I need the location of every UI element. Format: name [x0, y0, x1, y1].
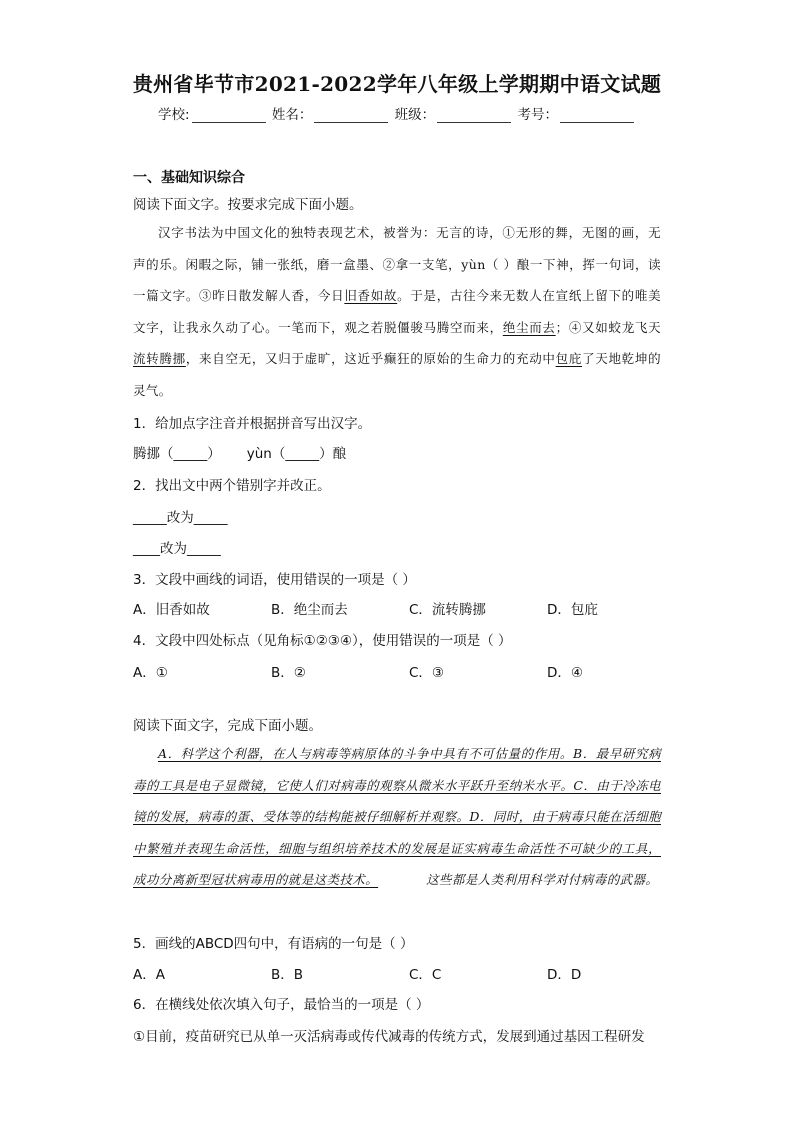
underlined-phrase-1: 旧香如故: [344, 288, 398, 303]
question-1-answers: [133, 442, 346, 462]
class-label: 班级：: [394, 107, 436, 123]
q4-choice-d[interactable]: D．④: [547, 665, 583, 681]
q1-item-1[interactable]: 腾挪（_____）: [133, 446, 221, 462]
name-blank[interactable]: [314, 108, 388, 123]
student-info-row: [0, 103, 794, 123]
page-title: 贵州省毕节市2021-2022学年八年级上学期期中语文试题: [132, 72, 662, 96]
class-blank[interactable]: [437, 108, 511, 123]
question-5: 5．画线的ABCD四句中，有语病的一句是（ ）: [133, 936, 414, 952]
passage-1-text-a: 汉字书法为中国文化的独特表现艺术，被誉为：无言的诗，①无形的舞，无图的画，无声的乐。闲暇之际，铺一张纸，磨一盒墨、②拿一支笔，yùn（ ）酿一下神，挥一句词，读一篇文字。③昨日散发解人香，今日: [133, 225, 661, 303]
q5-choice-d[interactable]: D．D: [547, 967, 582, 983]
reading-instruction-1: 阅读下面文字。按要求完成下面小题。: [133, 197, 363, 213]
number-blank[interactable]: [560, 108, 634, 123]
q3-choice-a[interactable]: A．旧香如故: [133, 602, 210, 618]
question-4-choices: [133, 661, 685, 681]
q5-choice-b[interactable]: B．B: [271, 967, 304, 983]
q4-choice-b[interactable]: B．②: [271, 665, 306, 681]
name-label: 姓名：: [271, 107, 313, 123]
question-3-choices: [133, 598, 685, 618]
question-4: 4．文段中四处标点（见角标①②③④），使用错误的一项是（ ）: [133, 633, 512, 649]
school-label: 学校:: [158, 107, 190, 123]
q5-choice-a[interactable]: A．A: [133, 967, 165, 983]
underlined-phrase-3: 流转腾挪: [133, 351, 186, 366]
school-blank[interactable]: [192, 108, 266, 123]
passage-1-text-e: 了天地乾坤的灵气。: [133, 351, 661, 398]
underlined-sentences-abcd: A．科学这个利器，在人与病毒等病原体的斗争中具有不可估量的作用。B．最早研究病毒的工具是电子显微镜，它使人们对病毒的观察从微米水平跃升至纳米水平。C．由于冷冻电镜的发展，病毒的蛋、受体等的结构能被仔细解析并观察。D．同时，由于病毒只能在活细胞中繁殖并表现生命活性，细胞与组织培养技术的发展是证实病毒生命活性不可缺少的工具，成功分离新型冠状病毒用的就是这类技术。: [133, 746, 661, 887]
q3-choice-b[interactable]: B．绝尘而去: [271, 602, 348, 618]
q4-choice-c[interactable]: C．③: [409, 665, 445, 681]
q5-choice-c[interactable]: C．C: [409, 967, 442, 983]
question-2: 2．找出文中两个错别字并改正。: [133, 478, 331, 494]
q3-choice-c[interactable]: C．流转腾挪: [409, 602, 486, 618]
q1-item-2[interactable]: yùn（_____）酿: [246, 446, 347, 462]
q4-choice-a[interactable]: A．①: [133, 665, 168, 681]
question-6-text: ①目前，疫苗研究已从单一灭活病毒或传代减毒的传统方式，发展到通过基因工程研发: [133, 1029, 645, 1045]
underlined-phrase-2: 绝尘而去: [502, 319, 556, 335]
question-5-choices: [133, 963, 685, 983]
number-label: 考号：: [517, 107, 558, 123]
q2-item-2[interactable]: ____改为_____: [133, 541, 221, 557]
question-1: 1．给加点字注音并根据拼音写出汉字。: [133, 416, 372, 432]
passage-1-text-d: ，来自空无，又归于虚旷，这近乎癫狂的原始的生命力的充动中: [185, 351, 556, 366]
underlined-phrase-4: 包庇: [555, 351, 583, 366]
q3-choice-d[interactable]: D．包庇: [547, 602, 598, 618]
reading-instruction-2: 阅读下面文字，完成下面小题。: [133, 718, 322, 734]
passage-1: [133, 217, 661, 406]
passage-1-text-b: 。于是，古往今来无数人在宣纸上留下的唯美文字，让我永久动了心。一笔而下，观之若脱僵骏马腾空而来，: [133, 288, 661, 335]
question-3: 3．文段中画线的词语，使用错误的一项是（ ）: [133, 572, 416, 588]
q2-item-1[interactable]: _____改为_____: [133, 510, 228, 526]
passage-2-tail: 这些都是人类利用科学对付病毒的武器。: [426, 872, 659, 887]
passage-1-text-c: ；④又如蛟龙飞天: [555, 319, 662, 335]
question-6: 6．在横线处依次填入句子，最恰当的一项是（ ）: [133, 997, 430, 1013]
section-heading: 一、基础知识综合: [133, 170, 245, 186]
passage-2: [133, 738, 661, 896]
